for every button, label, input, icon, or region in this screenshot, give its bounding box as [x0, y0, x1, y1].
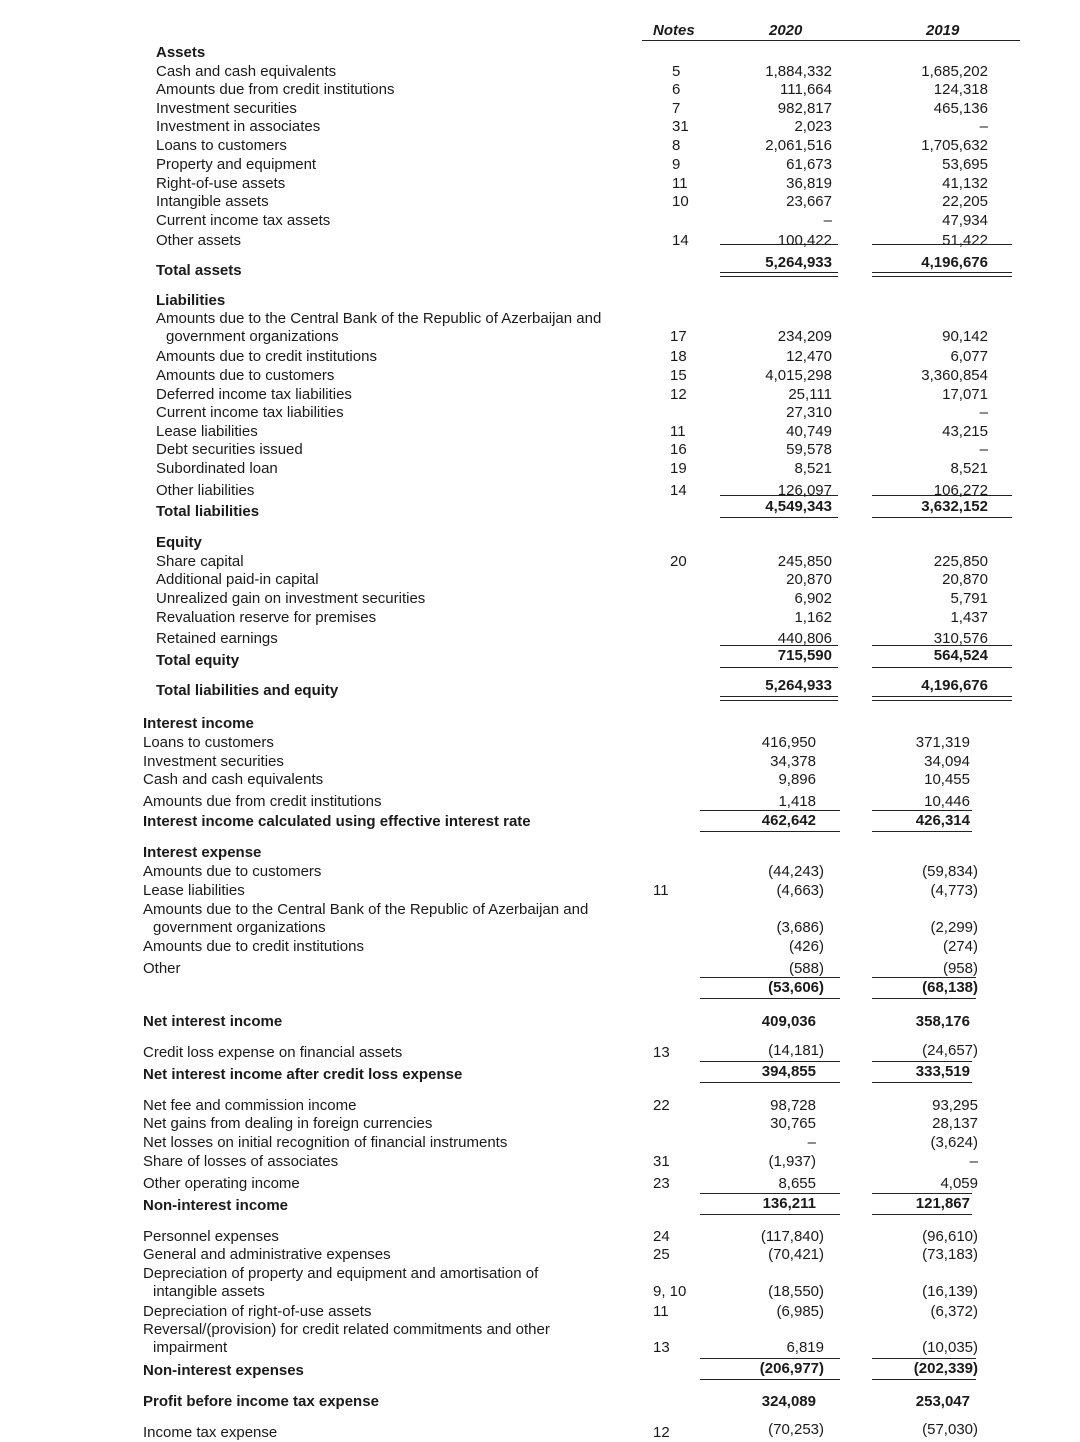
row-value-2020: 245,850	[777, 553, 832, 570]
net-interest-income-2020: 409,036	[761, 1013, 816, 1030]
row-label: Retained earnings	[156, 630, 278, 647]
rule	[872, 977, 976, 978]
row-label-continued: impairment	[153, 1339, 228, 1356]
row-note: 14	[672, 232, 689, 249]
row-note: 11	[653, 882, 669, 899]
credit-loss-note: 13	[653, 1044, 670, 1061]
row-value-2019: 93,295	[932, 1097, 978, 1114]
row-value-2019: 10,455	[924, 771, 970, 788]
row-value-2020: –	[807, 1134, 816, 1151]
row-label: Net gains from dealing in foreign currencies	[143, 1115, 433, 1132]
row-label: Share capital	[156, 553, 244, 570]
row-value-2020: 6,819	[786, 1339, 824, 1356]
rule	[720, 517, 838, 518]
row-value-2019: 1,685,202	[921, 63, 988, 80]
row-value-2020: 6,902	[794, 590, 832, 607]
row-value-2019: 20,870	[942, 571, 988, 588]
row-label: Net fee and commission income	[143, 1097, 357, 1114]
rule	[872, 667, 1012, 668]
row-note: 12	[670, 386, 687, 403]
row-note: 16	[670, 441, 687, 458]
row-value-2019: (16,139)	[922, 1283, 978, 1300]
row-value-2019: 53,695	[942, 156, 988, 173]
row-label: Additional paid-in capital	[156, 571, 319, 588]
row-value-2020: 98,728	[770, 1097, 816, 1114]
row-value-2019: –	[979, 118, 988, 135]
row-value-2019: (10,035)	[922, 1339, 978, 1356]
equity-heading: Equity	[156, 534, 202, 551]
row-value-2019: (6,372)	[930, 1303, 978, 1320]
row-value-2019: 8,521	[950, 460, 988, 477]
row-value-2020: 1,162	[794, 609, 832, 626]
rule	[872, 1379, 976, 1380]
nii-after-cl-2020: 394,855	[761, 1063, 816, 1080]
rule	[720, 495, 838, 496]
row-label: Investment in associates	[156, 118, 321, 135]
row-label: Share of losses of associates	[143, 1153, 339, 1170]
rule	[872, 645, 1012, 646]
row-value-2019: 10,446	[924, 793, 970, 810]
row-label: Other operating income	[143, 1175, 300, 1192]
interest-expense-total-2020: (53,606)	[768, 979, 824, 996]
row-value-2020: 61,673	[786, 156, 832, 173]
row-value-2020: 23,667	[786, 193, 832, 210]
row-value-2020: 440,806	[777, 630, 832, 647]
row-label: Deferred income tax liabilities	[156, 386, 352, 403]
non-interest-expenses-2020: (206,977)	[759, 1360, 824, 1377]
row-note: 8	[672, 137, 681, 154]
row-note: 11	[653, 1303, 669, 1320]
double-rule	[872, 272, 1012, 277]
row-label: Amounts due to the Central Bank of the Republic of Azerbaijan and	[156, 310, 602, 327]
non-interest-income-2019: 121,867	[915, 1195, 970, 1212]
income-tax-note: 12	[653, 1424, 670, 1441]
row-label: Amounts due to the Central Bank of the Republic of Azerbaijan and	[143, 901, 589, 918]
assets-heading: Assets	[156, 44, 206, 61]
row-note: 11	[672, 175, 688, 192]
interest-income-heading: Interest income	[143, 715, 254, 732]
double-rule	[720, 272, 838, 277]
row-value-2020: 40,749	[786, 423, 832, 440]
row-note: 9, 10	[653, 1283, 687, 1300]
non-interest-income-2020: 136,211	[762, 1195, 816, 1212]
row-label: Amounts due to credit institutions	[143, 938, 364, 955]
non-interest-income-label: Non-interest income	[143, 1197, 289, 1214]
rule	[700, 810, 840, 811]
row-label: Amounts due to customers	[156, 367, 335, 384]
rule	[872, 1358, 976, 1359]
row-note: 17	[670, 328, 687, 345]
row-label: Other liabilities	[156, 482, 255, 499]
credit-loss-2020: (14,181)	[768, 1042, 824, 1059]
row-value-2020: 2,061,516	[765, 137, 832, 154]
row-label: General and administrative expenses	[143, 1246, 391, 1263]
row-value-2020: –	[823, 212, 832, 229]
row-value-2020: 34,378	[770, 753, 816, 770]
liabilities-heading: Liabilities	[156, 292, 226, 309]
rule	[872, 244, 1012, 245]
row-value-2019: –	[979, 404, 988, 421]
row-value-2019: 90,142	[942, 328, 988, 345]
row-value-2020: (426)	[788, 938, 824, 955]
row-value-2020: 4,015,298	[765, 367, 832, 384]
row-value-2019: 34,094	[924, 753, 970, 770]
nii-after-cl-label: Net interest income after credit loss expense	[143, 1066, 463, 1083]
rule	[720, 244, 838, 245]
row-value-2019: (2,299)	[930, 919, 978, 936]
row-value-2020: 20,870	[786, 571, 832, 588]
row-value-2020: 9,896	[778, 771, 816, 788]
row-value-2020: 100,422	[777, 232, 832, 249]
row-label: Reversal/(provision) for credit related commitments and other	[143, 1321, 550, 1338]
row-value-2020: 2,023	[794, 118, 832, 135]
row-note: 6	[672, 81, 681, 98]
row-label: Unrealized gain on investment securities	[156, 590, 426, 607]
rule	[872, 1082, 972, 1083]
nii-after-cl-2019: 333,519	[915, 1063, 970, 1080]
non-interest-expenses-label: Non-interest expenses	[143, 1362, 304, 1379]
credit-loss-label: Credit loss expense on financial assets	[143, 1044, 403, 1061]
row-value-2020: 8,521	[794, 460, 832, 477]
row-value-2020: (117,840)	[760, 1228, 824, 1245]
row-value-2020: 416,950	[761, 734, 816, 751]
row-label: Subordinated loan	[156, 460, 278, 477]
row-value-2019: 4,059	[940, 1175, 978, 1192]
row-note: 10	[672, 193, 689, 210]
row-label: Right-of-use assets	[156, 175, 286, 192]
row-label: Depreciation of right-of-use assets	[143, 1303, 372, 1320]
row-value-2019: 41,132	[942, 175, 988, 192]
row-value-2020: (588)	[788, 960, 824, 977]
rule	[872, 998, 976, 999]
income-tax-2019: (57,030)	[922, 1421, 978, 1438]
row-value-2020: 982,817	[777, 100, 832, 117]
total-le-2019: 4,196,676	[921, 677, 988, 694]
rule	[872, 1061, 972, 1062]
rule	[700, 1061, 840, 1062]
row-note: 5	[672, 63, 681, 80]
row-value-2020: (70,421)	[768, 1246, 824, 1263]
row-value-2020: (44,243)	[768, 863, 824, 880]
rule	[872, 495, 1012, 496]
row-label: Lease liabilities	[156, 423, 258, 440]
row-label-continued: government organizations	[153, 919, 326, 936]
total-liabilities-label: Total liabilities	[156, 503, 260, 520]
total-le-label: Total liabilities and equity	[156, 682, 339, 699]
row-value-2019: 17,071	[942, 386, 988, 403]
row-label: Loans to customers	[156, 137, 287, 154]
row-value-2020: 111,664	[780, 81, 832, 98]
income-tax-2020: (70,253)	[768, 1421, 824, 1438]
total-assets-label: Total assets	[156, 262, 242, 279]
row-value-2019: 43,215	[942, 423, 988, 440]
row-label: Debt securities issued	[156, 441, 303, 458]
rule	[872, 831, 972, 832]
rule	[700, 831, 840, 832]
row-value-2019: 47,934	[942, 212, 988, 229]
row-label: Investment securities	[143, 753, 284, 770]
total-le-2020: 5,264,933	[765, 677, 832, 694]
row-value-2019: (274)	[942, 938, 978, 955]
row-note: 24	[653, 1228, 670, 1245]
row-note: 22	[653, 1097, 670, 1114]
header-rule	[642, 40, 1020, 41]
rule	[700, 1358, 840, 1359]
row-value-2019: 106,272	[933, 482, 988, 499]
rule	[700, 977, 840, 978]
row-value-2020: 36,819	[786, 175, 832, 192]
row-note: 23	[653, 1175, 670, 1192]
row-label: Revaluation reserve for premises	[156, 609, 377, 626]
row-label: Current income tax liabilities	[156, 404, 344, 421]
row-label: Loans to customers	[143, 734, 274, 751]
notes-header: Notes	[653, 22, 695, 39]
row-value-2020: 234,209	[777, 328, 832, 345]
row-label: Depreciation of property and equipment and amortisation of	[143, 1265, 539, 1282]
rule	[700, 1214, 840, 1215]
row-note: 20	[670, 553, 687, 570]
row-value-2020: 8,655	[778, 1175, 816, 1192]
row-value-2019: 3,360,854	[921, 367, 988, 384]
income-tax-label: Income tax expense	[143, 1424, 278, 1441]
row-value-2019: (73,183)	[922, 1246, 978, 1263]
rule	[700, 1379, 840, 1380]
row-note: 18	[670, 348, 687, 365]
rule	[700, 1082, 840, 1083]
total-equity-2020: 715,590	[777, 647, 832, 664]
total-assets-2019: 4,196,676	[921, 254, 988, 271]
rule	[872, 1193, 972, 1194]
total-equity-2019: 564,524	[933, 647, 988, 664]
rule	[720, 645, 838, 646]
row-value-2019: 1,437	[950, 609, 988, 626]
row-note: 14	[670, 482, 687, 499]
double-rule	[872, 696, 1012, 701]
rule	[700, 998, 840, 999]
row-label: Property and equipment	[156, 156, 317, 173]
row-label-continued: government organizations	[166, 328, 339, 345]
row-label: Other	[143, 960, 181, 977]
row-value-2020: (4,663)	[776, 882, 824, 899]
profit-before-tax-2020: 324,089	[761, 1393, 816, 1410]
row-value-2020: (1,937)	[768, 1153, 816, 1170]
interest-income-total-2019: 426,314	[915, 812, 970, 829]
total-equity-label: Total equity	[156, 652, 240, 669]
row-label: Personnel expenses	[143, 1228, 279, 1245]
row-note: 25	[653, 1246, 670, 1263]
rule	[872, 810, 972, 811]
interest-expense-total-2019: (68,138)	[922, 979, 978, 996]
row-note: 7	[672, 100, 681, 117]
row-value-2019: 6,077	[950, 348, 988, 365]
rule	[720, 667, 838, 668]
row-note: 13	[653, 1339, 670, 1356]
row-label: Current income tax assets	[156, 212, 331, 229]
row-label: Amounts due to customers	[143, 863, 322, 880]
row-value-2020: (6,985)	[776, 1303, 824, 1320]
row-value-2020: 1,884,332	[765, 63, 832, 80]
row-value-2019: 124,318	[933, 81, 988, 98]
row-value-2019: 22,205	[942, 193, 988, 210]
row-label: Other assets	[156, 232, 242, 249]
row-value-2019: 28,137	[932, 1115, 978, 1132]
row-value-2020: 59,578	[786, 441, 832, 458]
row-value-2019: 1,705,632	[921, 137, 988, 154]
row-value-2019: 465,136	[933, 100, 988, 117]
interest-income-total-2020: 462,642	[761, 812, 816, 829]
row-value-2020: (18,550)	[768, 1283, 824, 1300]
row-value-2020: 25,111	[788, 386, 832, 403]
row-value-2020: 27,310	[786, 404, 832, 421]
row-note: 11	[670, 423, 686, 440]
row-label: Cash and cash equivalents	[156, 63, 337, 80]
row-value-2019: (96,610)	[922, 1228, 978, 1245]
row-note: 19	[670, 460, 687, 477]
row-label: Amounts due from credit institutions	[143, 793, 382, 810]
row-value-2020: 126,097	[777, 482, 832, 499]
profit-before-tax-label: Profit before income tax expense	[143, 1393, 379, 1410]
double-rule	[720, 696, 838, 701]
row-label: Investment securities	[156, 100, 297, 117]
row-value-2019: (4,773)	[930, 882, 978, 899]
row-value-2020: 1,418	[778, 793, 816, 810]
total-liabilities-2019: 3,632,152	[921, 498, 988, 515]
row-value-2019: (3,624)	[930, 1134, 978, 1151]
row-value-2019: 51,422	[942, 232, 988, 249]
total-liabilities-2020: 4,549,343	[765, 498, 832, 515]
row-label: Cash and cash equivalents	[143, 771, 324, 788]
row-value-2020: (3,686)	[776, 919, 824, 936]
interest-income-total-label: Interest income calculated using effective interest rate	[143, 813, 531, 830]
row-value-2019: 5,791	[950, 590, 988, 607]
row-note: 31	[672, 118, 689, 135]
row-label: Net losses on initial recognition of financial instruments	[143, 1134, 508, 1151]
rule	[872, 1214, 972, 1215]
row-value-2019: –	[969, 1153, 978, 1170]
net-interest-income-2019: 358,176	[915, 1013, 970, 1030]
row-value-2019: 371,319	[915, 734, 970, 751]
row-label: Intangible assets	[156, 193, 269, 210]
row-note: 31	[653, 1153, 670, 1170]
row-note: 15	[670, 367, 687, 384]
row-label: Lease liabilities	[143, 882, 245, 899]
row-value-2020: 30,765	[770, 1115, 816, 1132]
row-label: Amounts due to credit institutions	[156, 348, 377, 365]
row-label-continued: intangible assets	[153, 1283, 265, 1300]
non-interest-expenses-2019: (202,339)	[913, 1360, 978, 1377]
row-value-2019: 225,850	[933, 553, 988, 570]
rule	[700, 1193, 840, 1194]
row-label: Amounts due from credit institutions	[156, 81, 395, 98]
credit-loss-2019: (24,657)	[922, 1042, 978, 1059]
row-value-2019: (958)	[942, 960, 978, 977]
row-value-2019: (59,834)	[922, 863, 978, 880]
year-2019-header: 2019	[926, 22, 960, 39]
net-interest-income-label: Net interest income	[143, 1013, 283, 1030]
row-value-2020: 12,470	[786, 348, 832, 365]
interest-expense-heading: Interest expense	[143, 844, 262, 861]
profit-before-tax-2019: 253,047	[915, 1393, 970, 1410]
total-assets-2020: 5,264,933	[765, 254, 832, 271]
year-2020-header: 2020	[769, 22, 803, 39]
row-value-2019: –	[979, 441, 988, 458]
row-note: 9	[672, 156, 681, 173]
row-value-2019: 310,576	[933, 630, 988, 647]
rule	[872, 517, 1012, 518]
